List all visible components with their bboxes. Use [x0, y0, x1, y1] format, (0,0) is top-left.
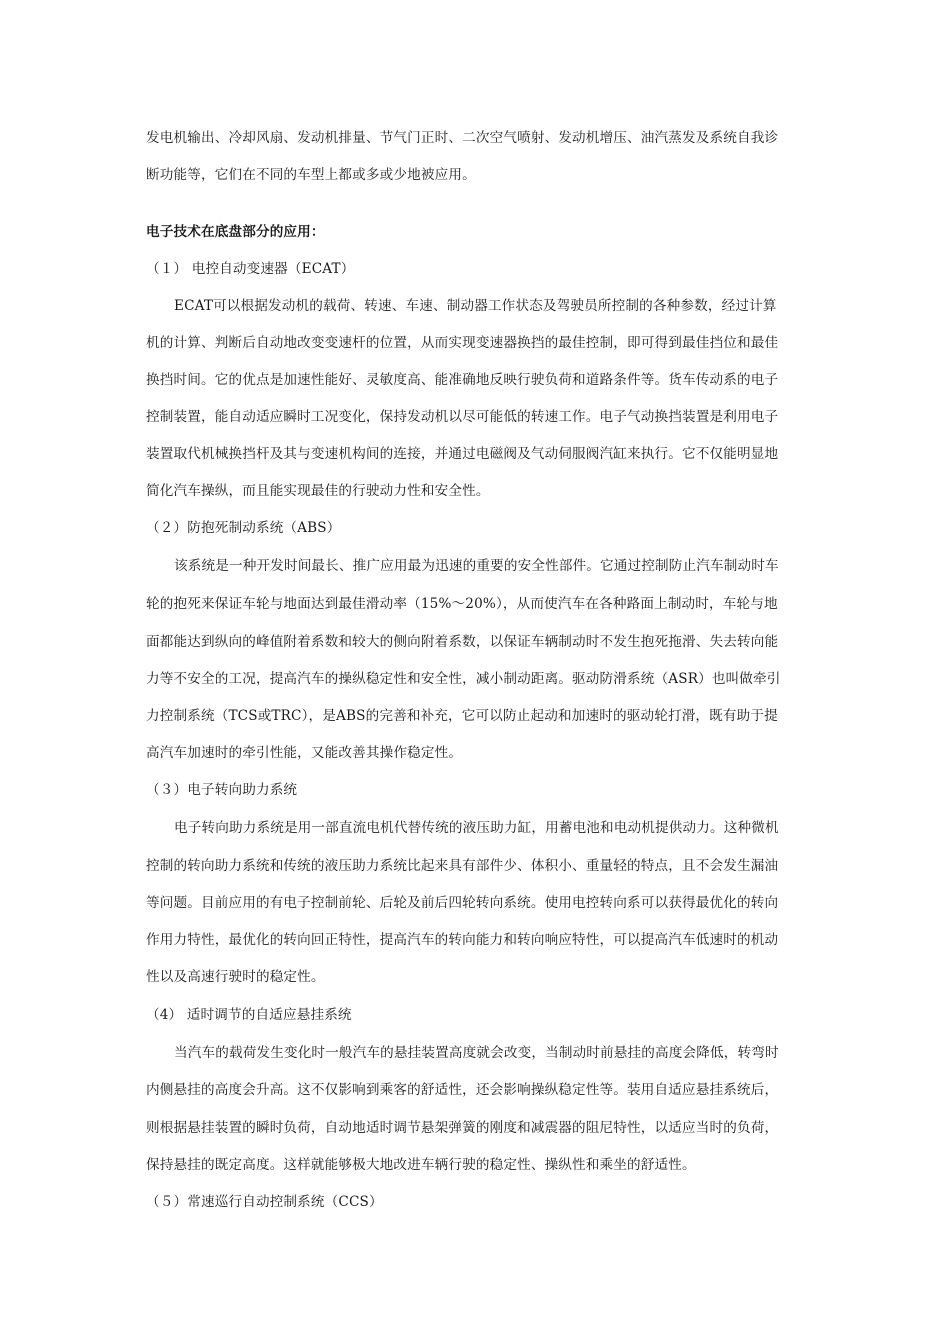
paragraph-line: 轮的抱死来保证车轮与地面达到最佳滑动率（15%～20%），从而使汽车在各种路面上制动时，车轮与地 [146, 596, 778, 612]
paragraph-line: 装置取代机械换挡杆及其与变速机构间的连接，并通过电磁阀及气动伺服阀汽缸来执行。它不仅能明显地 [146, 446, 779, 462]
paragraph-line: 则根据悬挂装置的瞬时负荷，自动地适时调节悬架弹簧的刚度和减震器的阻尼特性，以适应当时的负荷， [146, 1120, 779, 1136]
item-heading-eps: （３）电子转向助力系统 [146, 782, 298, 798]
item-heading-ecat: （１） 电控自动变速器（ECAT） [146, 261, 355, 277]
intro-line-1: 发电机输出、冷却风扇、发动机排量、节气门正时、二次空气喷射、发动机增压、油汽蒸发及系统自我诊 [146, 130, 779, 146]
section-title: 电子技术在底盘部分的应用： [146, 224, 325, 240]
paragraph-line: 该系统是一种开发时间最长、推广应用最为迅速的重要的安全性部件。它通过控制防止汽车制动时车 [174, 558, 779, 574]
intro-line-2: 断功能等，它们在不同的车型上都或多或少地被应用。 [146, 167, 476, 183]
item-heading-ccs: （５）常速巡行自动控制系统（CCS） [146, 1194, 383, 1210]
paragraph-line: 当汽车的载荷发生变化时一般汽车的悬挂装置高度就会改变，当制动时前悬挂的高度会降低，转弯时 [174, 1045, 779, 1061]
item-heading-abs: （２）防抱死制动系统（ABS） [146, 520, 341, 536]
paragraph-line: 控制的转向助力系统和传统的液压助力系统比起来具有部件少、体积小、重量轻的特点，且不会发生漏油 [146, 858, 779, 874]
paragraph-line: 等问题。目前应用的有电子控制前轮、后轮及前后四轮转向系统。使用电控转向系可以获得最优化的转向 [146, 895, 779, 911]
paragraph-line: 内侧悬挂的高度会升高。这不仅影响到乘客的舒适性，还会影响操纵稳定性等。装用自适应悬挂系统后， [146, 1082, 779, 1098]
item-heading-suspension: （4） 适时调节的自适应悬挂系统 [146, 1007, 352, 1023]
paragraph-line: 作用力特性，最优化的转向回正特性，提高汽车的转向能力和转向响应特性，可以提高汽车低速时的机动 [146, 932, 779, 948]
paragraph-line: 保持悬挂的既定高度。这样就能够极大地改进车辆行驶的稳定性、操纵性和乘坐的舒适性。 [146, 1157, 696, 1173]
paragraph-line: 简化汽车操纵，而且能实现最佳的行驶动力性和安全性。 [146, 483, 490, 499]
paragraph-line: 控制装置，能自动适应瞬时工况变化，保持发动机以尽可能低的转速工作。电子气动换挡装置是利用电子 [146, 409, 779, 425]
paragraph-line: 电子转向助力系统是用一部直流电机代替传统的液压助力缸，用蓄电池和电动机提供动力。这种微机 [174, 820, 779, 836]
paragraph-line: 力控制系统（TCS或TRC），是ABS的完善和补充，它可以防止起动和加速时的驱动轮打滑，既有助于提 [146, 708, 778, 724]
paragraph-line: 力等不安全的工况，提高汽车的操纵稳定性和安全性，减小制动距离。驱动防滑系统（ASR）也叫做牵引 [146, 671, 781, 687]
paragraph-line: 换挡时间。它的优点是加速性能好、灵敏度高、能准确地反映行驶负荷和道路条件等。货车传动系的电子 [146, 372, 779, 388]
paragraph-line: 机的计算、判断后自动地改变变速杆的位置，从而实现变速器换挡的最佳控制，即可得到最佳挡位和最佳 [146, 335, 779, 351]
paragraph-line: 高汽车加速时的牵引性能，又能改善其操作稳定性。 [146, 745, 463, 761]
paragraph-line: ECAT可以根据发动机的载荷、转速、车速、制动器工作状态及驾驶员所控制的各种参数，经过计算 [174, 298, 777, 314]
paragraph-line: 面都能达到纵向的峰值附着系数和较大的侧向附着系数，以保证车辆制动时不发生抱死拖滑、失去转向能 [146, 634, 779, 650]
paragraph-line: 性以及高速行驶时的稳定性。 [146, 969, 325, 985]
